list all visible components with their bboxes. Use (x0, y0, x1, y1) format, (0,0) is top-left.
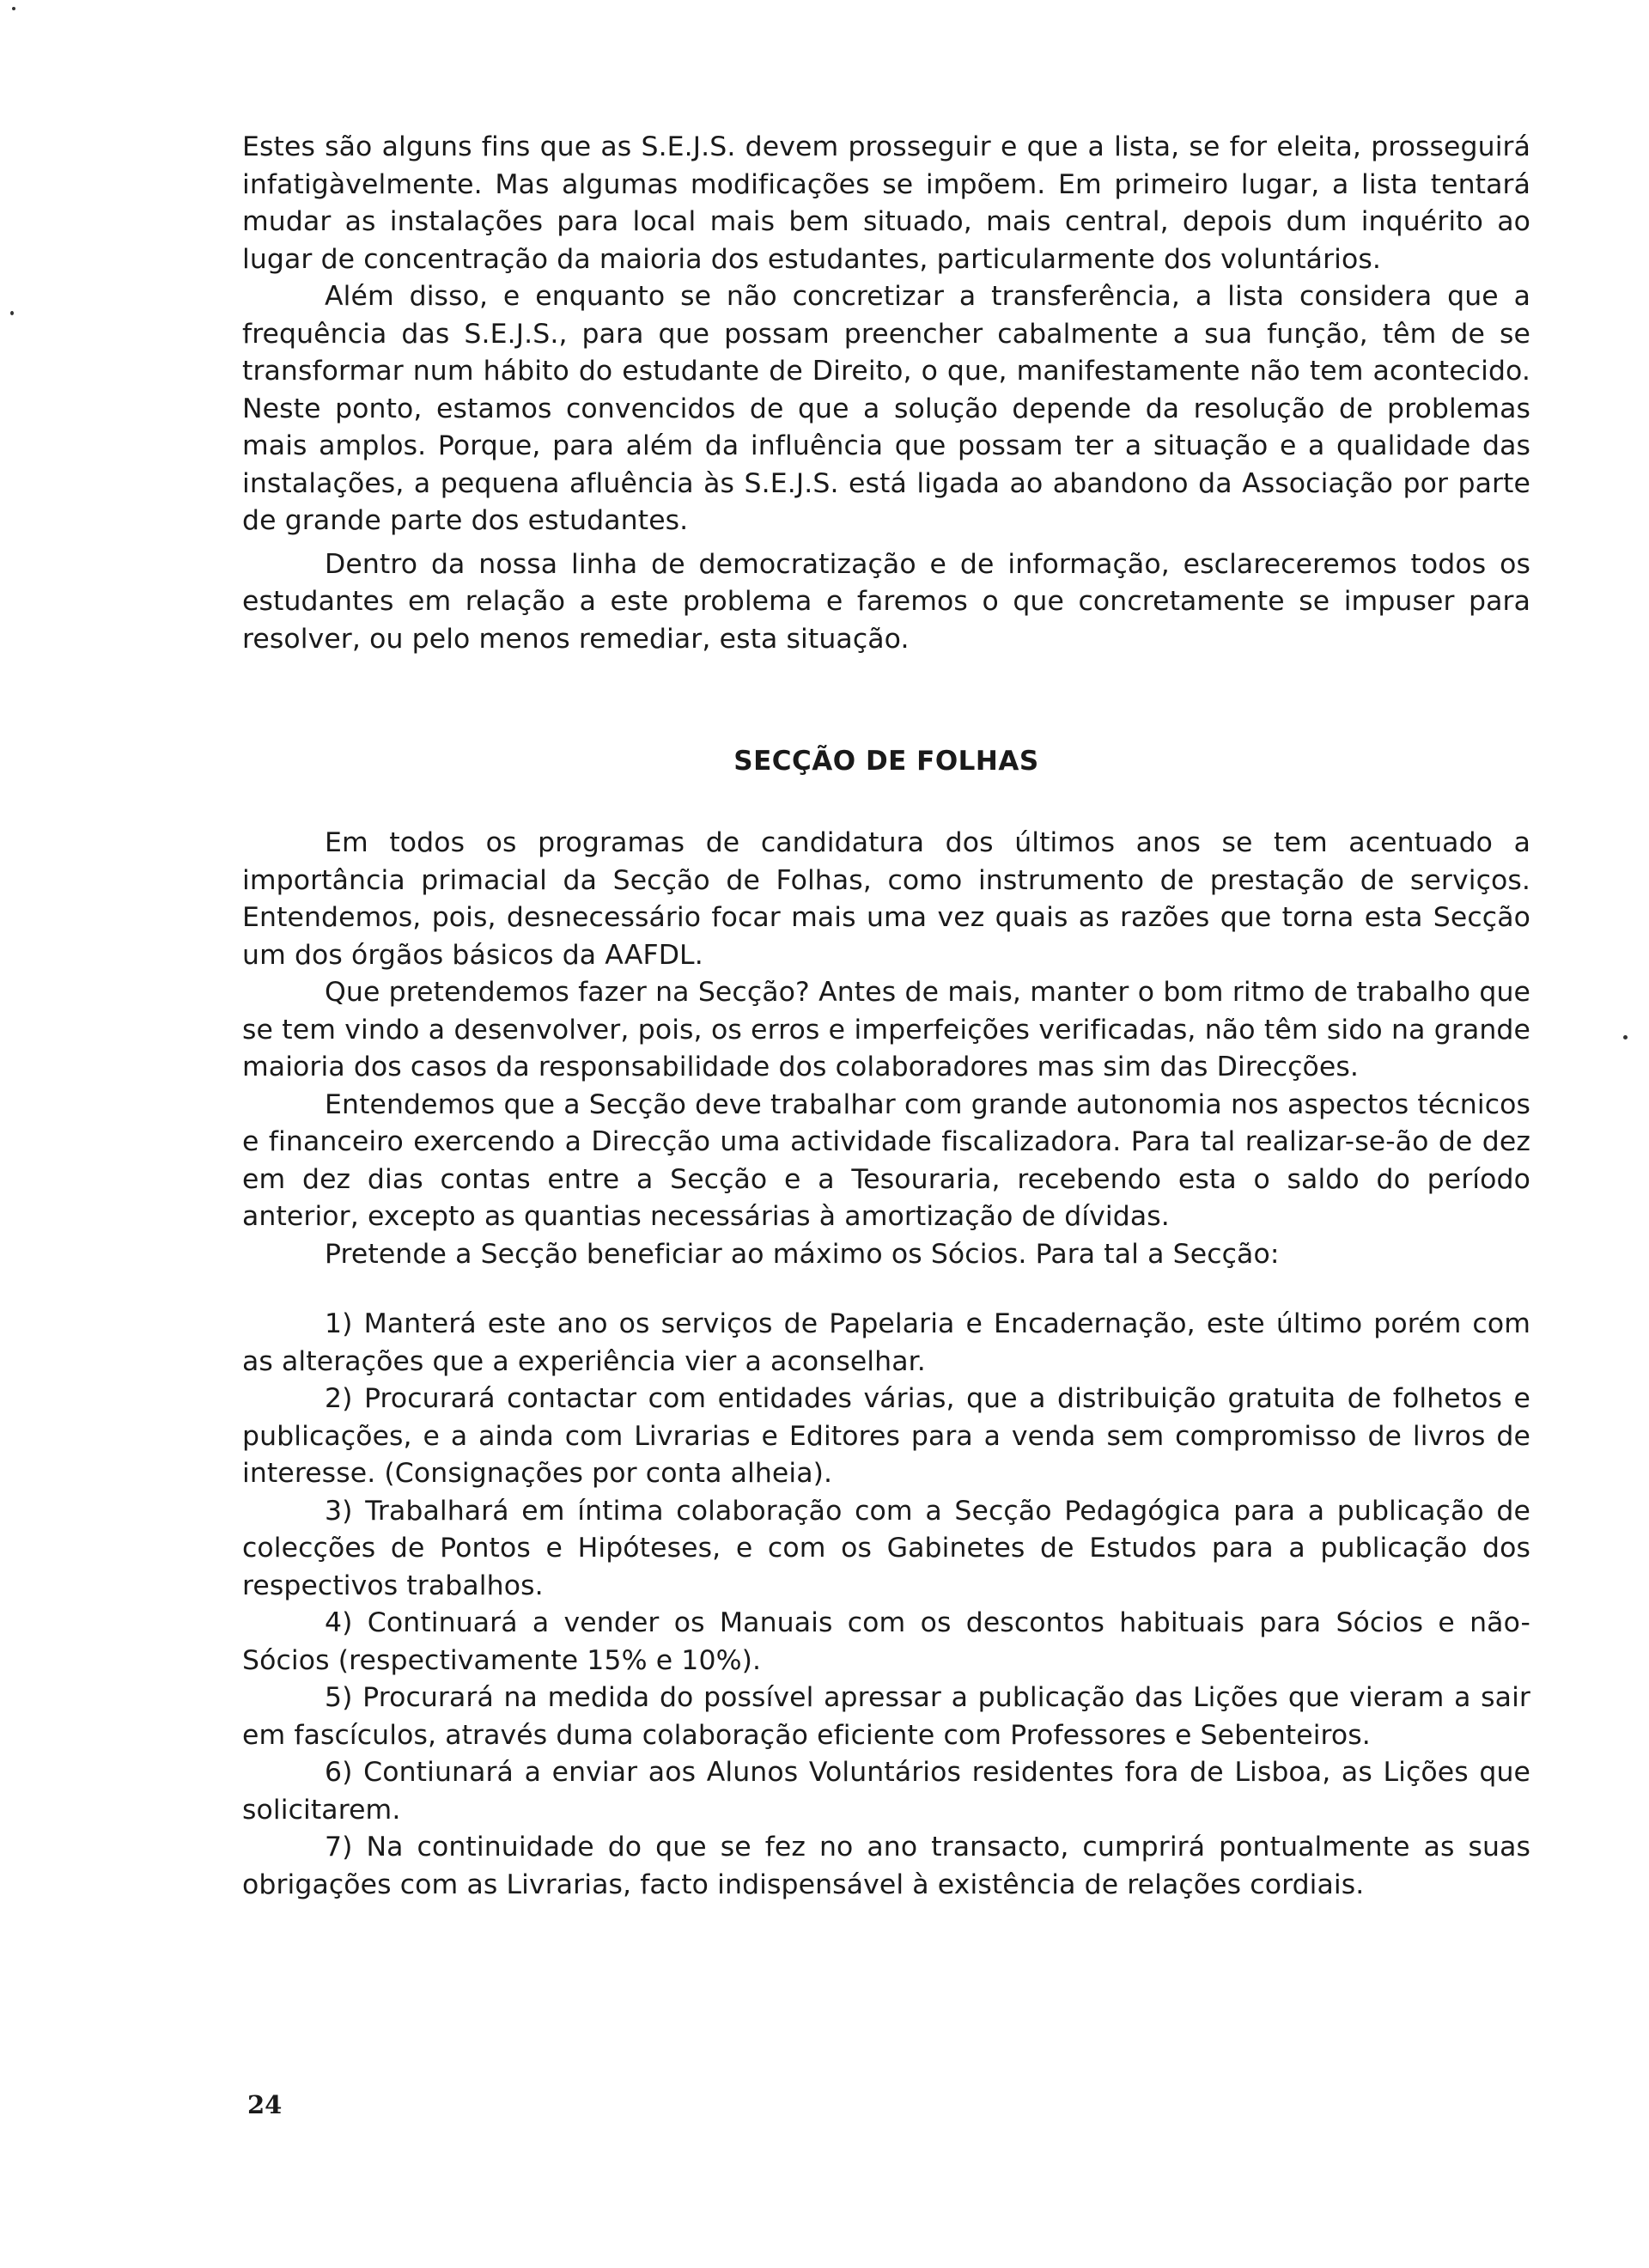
list-item: 7) Na continuidade do que se fez no ano transacto, cumprirá pontualmente as suas obrigações com as Livrarias, facto indispensável à existência de relações cordiais. (242, 1832, 1530, 1900)
list-item: 6) Contiunará a enviar aos Alunos Voluntários residentes fora de Lisboa, as Lições que solicitarem. (242, 1757, 1530, 1826)
paragraph: Além disso, e enquanto se não concretizar a transferência, a lista considera que a frequência das S.E.J.S., para que possam preencher cabalmente a sua função, têm de se transformar num hábito do estudante de Direito, o que, manifestamente não tem acontecido. Neste ponto, estamos convencidos de que a solução depende da resolução de problemas mais amplos. Porque, para além da influência que possam ter a situação e a qualidade das instalações, a pequena afluência às S.E.J.S. está ligada ao abandono da Associação por parte de grande parte dos estudantes. (242, 281, 1530, 536)
paragraph: Pretende a Secção beneficiar ao máximo os Sócios. Para tal a Secção: (325, 1238, 1280, 1270)
paragraph: Entendemos que a Secção deve trabalhar com grande autonomia nos aspectos técnicos e financeiro exercendo a Direcção uma actividade fiscalizadora. Para tal realizar-se-ão de dez em dez dias contas entre a Secção e a Tesouraria, recebendo esta o saldo do período anterior, excepto as quantias necessárias à amortização de dívidas. (242, 1088, 1530, 1232)
numbered-list (242, 1306, 1530, 1904)
list-item: 3) Trabalhará em íntima colaboração com a Secção Pedagógica para a publicação de colecções de Pontos e Hipóteses, e com os Gabinetes de Estudos para a publicação dos respectivos trabalhos. (242, 1495, 1530, 1601)
scan-speck (10, 311, 14, 315)
list-item: 5) Procurará na medida do possível apressar a publicação das Lições que vieram a sair em fascículos, através duma colaboração eficiente com Professores e Sebenteiros. (242, 1682, 1530, 1751)
paragraph: Que pretendemos fazer na Secção? Antes de mais, manter o bom ritmo de trabalho que se tem vindo a desenvolver, pois, os erros e imperfeições verificadas, não têm sido na grande maioria dos casos da responsabilidade dos colaboradores mas sim das Direcções. (242, 977, 1530, 1082)
scan-speck (1623, 1035, 1628, 1040)
paragraph: Dentro da nossa linha de democratização e de informação, esclareceremos todos os estudantes em relação a este problema e faremos o que concretamente se impuser para resolver, ou pelo menos remediar, esta situação. (242, 548, 1530, 655)
list-item: 2) Procurará contactar com entidades várias, que a distribuição gratuita de folhetos e publicações, e a ainda com Livrarias e Editores para a venda sem compromisso de livros de interesse. (Consignações por conta alheia). (242, 1383, 1530, 1489)
paragraph: Estes são alguns fins que as S.E.J.S. devem prosseguir e que a lista, se for eleita, prosseguirá infatigàvelmente. Mas algumas modificações se impõem. Em primeiro lugar, a lista tentará mudar as instalações para local mais bem situado, mais central, depois dum inquérito ao lugar de concentração da maioria dos estudantes, particularmente dos voluntários. (242, 131, 1530, 275)
document-page (242, 129, 1530, 1904)
page-number: 24 (247, 2090, 283, 2119)
list-item: 1) Manterá este ano os serviços de Papelaria e Encadernação, este último porém com as alterações que a experiência vier a aconselhar. (242, 1308, 1530, 1377)
paragraph: Em todos os programas de candidatura dos últimos anos se tem acentuado a importância primacial da Secção de Folhas, como instrumento de prestação de serviços. Entendemos, pois, desnecessário focar mais uma vez quais as razões que torna esta Secção um dos órgãos básicos da AAFDL. (242, 827, 1530, 971)
scan-speck (12, 7, 15, 10)
section-heading: SECÇÃO DE FOLHAS (733, 746, 1039, 777)
list-item: 4) Continuará a vender os Manuais com os descontos habituais para Sócios e não-Sócios (respectivamente 15% e 10%). (242, 1607, 1530, 1676)
